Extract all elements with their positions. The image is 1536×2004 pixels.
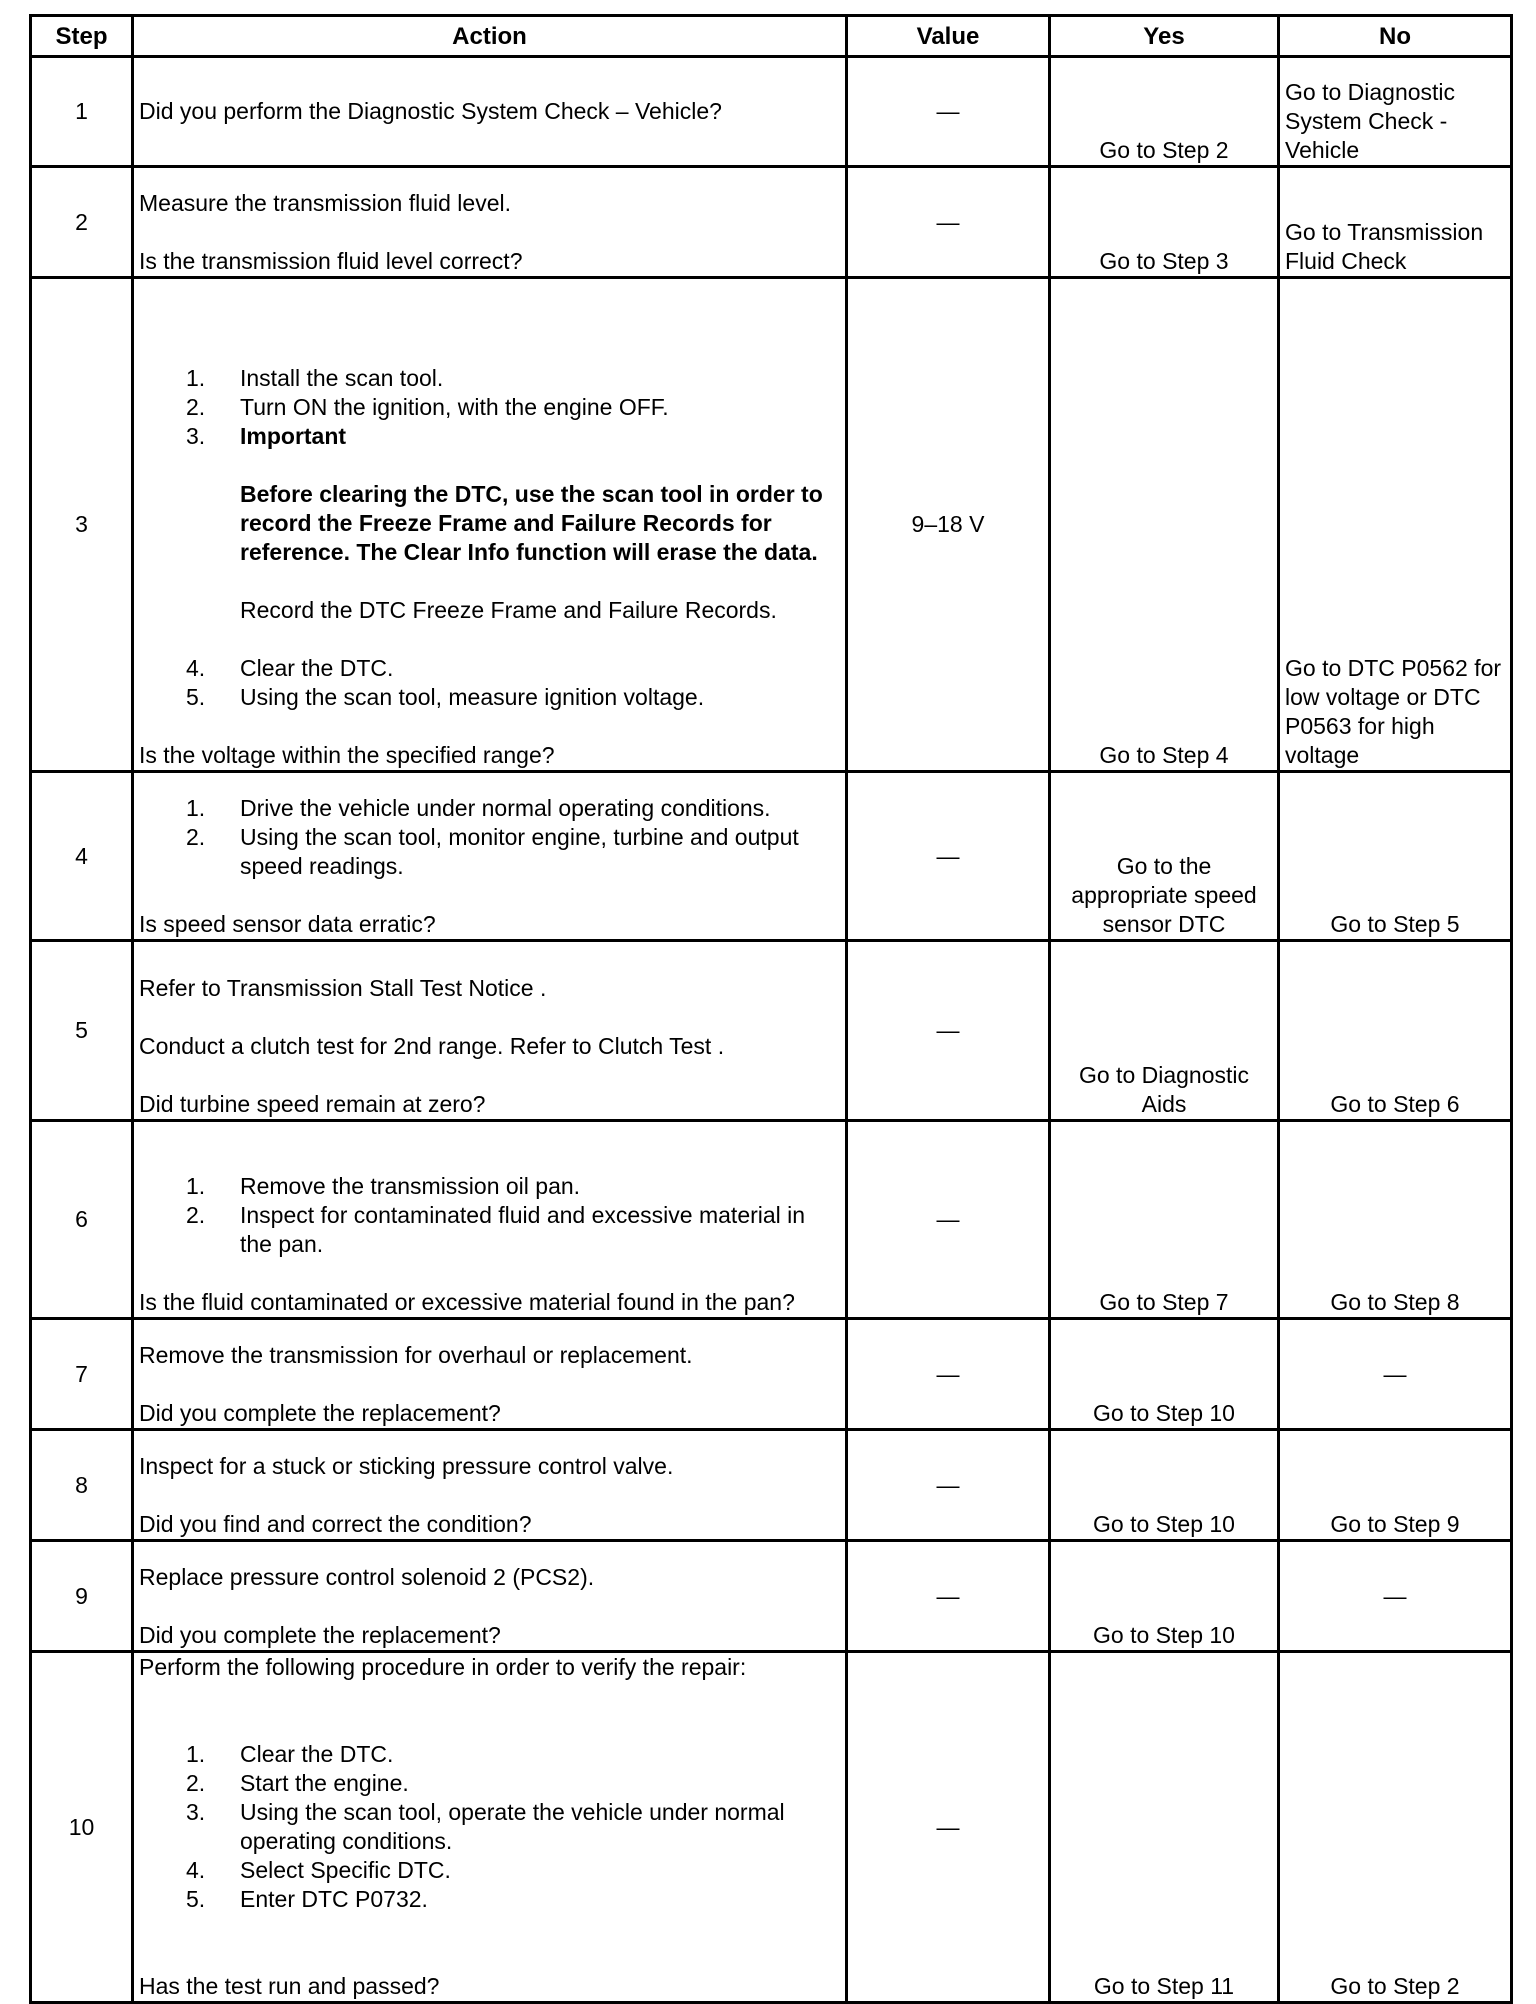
step-number: 6	[31, 1121, 133, 1319]
header-yes: Yes	[1050, 16, 1279, 57]
value-cell: —	[847, 772, 1050, 941]
step-list	[139, 364, 840, 451]
header-step: Step	[31, 16, 133, 57]
list-number: 5.	[186, 1886, 206, 1912]
step-number: 3	[31, 278, 133, 772]
step-number: 5	[31, 941, 133, 1121]
list-text: Install the scan tool.	[240, 365, 444, 391]
action-question: Is speed sensor data erratic?	[139, 911, 436, 937]
list-number: 3.	[186, 423, 206, 449]
step-number: 8	[31, 1430, 133, 1541]
list-number: 4.	[186, 1857, 206, 1883]
step-list	[139, 1172, 840, 1259]
step-number: 1	[31, 57, 133, 167]
action-intro: Remove the transmission for overhaul or replacement.	[139, 1342, 693, 1368]
action-cell	[133, 941, 847, 1121]
table-row	[31, 1430, 1512, 1541]
list-text: Clear the DTC.	[240, 655, 394, 681]
step-list	[139, 654, 840, 712]
list-number: 4.	[186, 655, 206, 681]
action-intro: Inspect for a stuck or sticking pressure control valve.	[139, 1453, 674, 1479]
action-cell	[133, 772, 847, 941]
header-action: Action	[133, 16, 847, 57]
list-item	[139, 683, 840, 712]
value-cell: 9–18 V	[847, 278, 1050, 772]
list-number: 2.	[186, 1202, 206, 1228]
yes-cell: Go to Diagnostic Aids	[1050, 941, 1279, 1121]
yes-cell: Go to Step 7	[1050, 1121, 1279, 1319]
table-row	[31, 278, 1512, 772]
important-label: Important	[240, 423, 347, 449]
header-no: No	[1279, 16, 1512, 57]
value-cell: —	[847, 1541, 1050, 1652]
value-cell: —	[847, 1121, 1050, 1319]
list-item	[139, 364, 840, 393]
list-item	[139, 1201, 840, 1259]
action-question: Did you find and correct the condition?	[139, 1511, 532, 1537]
yes-cell: Go to Step 10	[1050, 1541, 1279, 1652]
list-item	[139, 1798, 840, 1856]
action-cell	[133, 167, 847, 278]
list-number: 2.	[186, 824, 206, 850]
list-item	[139, 1856, 840, 1885]
action-question: Did turbine speed remain at zero?	[139, 1091, 486, 1117]
list-number: 2.	[186, 1770, 206, 1796]
action-question: Is the fluid contaminated or excessive material found in the pan?	[139, 1289, 795, 1315]
header-value: Value	[847, 16, 1050, 57]
list-item	[139, 794, 840, 823]
list-text: Using the scan tool, operate the vehicle under normal operating conditions.	[240, 1799, 785, 1854]
list-text: Clear the DTC.	[240, 1741, 394, 1767]
step-number: 9	[31, 1541, 133, 1652]
action-question: Did you complete the replacement?	[139, 1400, 501, 1426]
step-list	[139, 794, 840, 881]
list-item	[139, 823, 840, 881]
list-text: Select Specific DTC.	[240, 1857, 451, 1883]
list-item	[139, 1769, 840, 1798]
table-row	[31, 167, 1512, 278]
action-question: Is the transmission fluid level correct?	[139, 248, 523, 274]
list-text: Using the scan tool, monitor engine, turbine and output speed readings.	[240, 824, 799, 879]
list-item	[139, 1885, 840, 1914]
no-cell: Go to Step 2	[1279, 1652, 1512, 2003]
table-row	[31, 1541, 1512, 1652]
action-cell	[133, 1430, 847, 1541]
list-item	[139, 1172, 840, 1201]
action-intro: Perform the following procedure in order to verify the repair:	[139, 1654, 747, 1680]
list-text: Inspect for contaminated fluid and excessive material in the pan.	[240, 1202, 806, 1257]
yes-cell: Go to Step 2	[1050, 57, 1279, 167]
list-item	[139, 422, 840, 451]
yes-cell: Go to the appropriate speed sensor DTC	[1050, 772, 1279, 941]
action-question: Did you perform the Diagnostic System Check – Vehicle?	[139, 98, 722, 124]
no-cell: Go to Step 6	[1279, 941, 1512, 1121]
table-row	[31, 772, 1512, 941]
action-question: Did you complete the replacement?	[139, 1622, 501, 1648]
value-cell: —	[847, 941, 1050, 1121]
list-number: 3.	[186, 1799, 206, 1825]
list-number: 2.	[186, 394, 206, 420]
step-list	[139, 1740, 840, 1914]
yes-cell: Go to Step 10	[1050, 1430, 1279, 1541]
no-cell: Go to Step 9	[1279, 1430, 1512, 1541]
action-intro: Replace pressure control solenoid 2 (PCS2).	[139, 1564, 595, 1590]
table-row	[31, 1319, 1512, 1430]
yes-cell: Go to Step 11	[1050, 1652, 1279, 2003]
step-number: 7	[31, 1319, 133, 1430]
action-cell	[133, 1541, 847, 1652]
step-number: 4	[31, 772, 133, 941]
action-question: Is the voltage within the specified range?	[139, 742, 555, 768]
yes-cell: Go to Step 10	[1050, 1319, 1279, 1430]
table-row	[31, 1121, 1512, 1319]
record-instruction: Record the DTC Freeze Frame and Failure Records.	[240, 597, 777, 623]
value-cell: —	[847, 167, 1050, 278]
list-number: 1.	[186, 1741, 206, 1767]
action-cell	[133, 278, 847, 772]
value-cell: —	[847, 1430, 1050, 1541]
action-cell	[133, 1121, 847, 1319]
no-cell: —	[1279, 1541, 1512, 1652]
action-middle: Conduct a clutch test for 2nd range. Refer to Clutch Test .	[139, 1033, 725, 1059]
step-number: 2	[31, 167, 133, 278]
list-number: 1.	[186, 1173, 206, 1199]
value-cell: —	[847, 1319, 1050, 1430]
no-cell: —	[1279, 1319, 1512, 1430]
list-number: 5.	[186, 684, 206, 710]
diagnostic-table	[29, 14, 1513, 2004]
value-cell: —	[847, 57, 1050, 167]
list-text: Drive the vehicle under normal operating conditions.	[240, 795, 771, 821]
value-cell: —	[847, 1652, 1050, 2003]
action-cell	[133, 1319, 847, 1430]
no-cell: Go to Step 5	[1279, 772, 1512, 941]
list-item	[139, 654, 840, 683]
list-text: Using the scan tool, measure ignition voltage.	[240, 684, 705, 710]
no-cell: Go to Step 8	[1279, 1121, 1512, 1319]
list-text: Turn ON the ignition, with the engine OFF.	[240, 394, 669, 420]
action-question: Has the test run and passed?	[139, 1973, 440, 1999]
list-number: 1.	[186, 365, 206, 391]
yes-cell: Go to Step 3	[1050, 167, 1279, 278]
no-cell: Go to Transmission Fluid Check	[1279, 167, 1512, 278]
list-text: Remove the transmission oil pan.	[240, 1173, 581, 1199]
action-intro: Measure the transmission fluid level.	[139, 190, 511, 216]
action-cell	[133, 57, 847, 167]
table-row	[31, 57, 1512, 167]
action-cell	[133, 1652, 847, 2003]
list-text: Start the engine.	[240, 1770, 409, 1796]
no-cell: Go to Diagnostic System Check - Vehicle	[1279, 57, 1512, 167]
action-intro: Refer to Transmission Stall Test Notice .	[139, 975, 547, 1001]
table-row	[31, 1652, 1512, 2003]
list-item	[139, 393, 840, 422]
important-note: Before clearing the DTC, use the scan tool in order to record the Freeze Frame and Failure Records for reference. The Clear Info function will erase the data.	[240, 481, 823, 565]
yes-cell: Go to Step 4	[1050, 278, 1279, 772]
list-number: 1.	[186, 795, 206, 821]
list-item	[139, 1740, 840, 1769]
no-cell: Go to DTC P0562 for low voltage or DTC P0563 for high voltage	[1279, 278, 1512, 772]
table-row	[31, 941, 1512, 1121]
list-text: Enter DTC P0732.	[240, 1886, 428, 1912]
step-number: 10	[31, 1652, 133, 2003]
header-row	[31, 16, 1512, 57]
